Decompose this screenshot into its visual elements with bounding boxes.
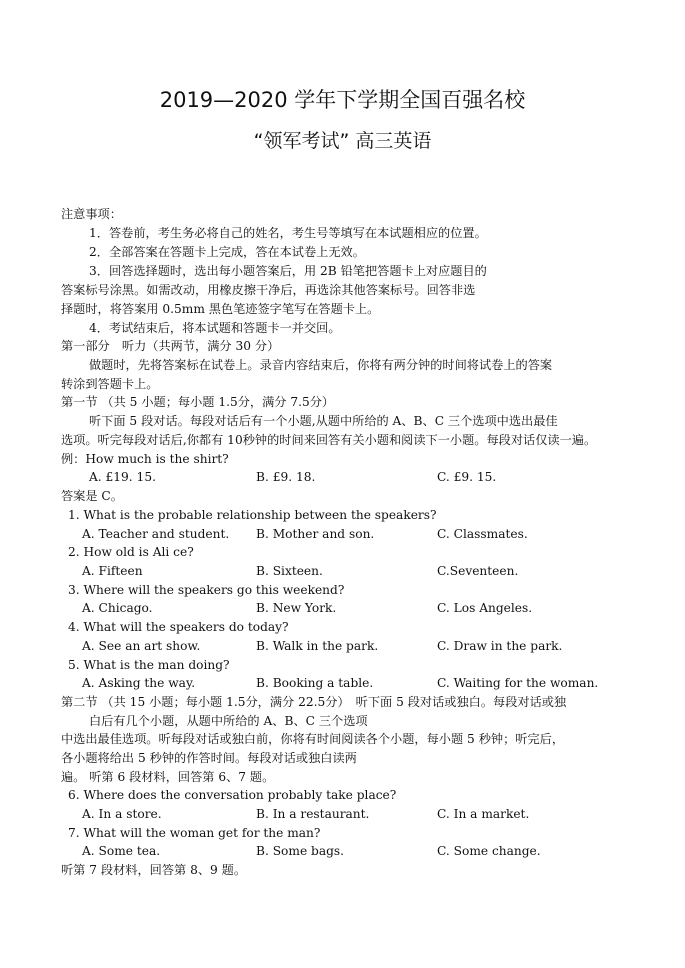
section1-intro-line-1: 听下面 5 段对话。每段对话后有一个小题,从题中所给的 A、B、C 三个选项中选出最佳 <box>89 414 558 428</box>
section2-heading-line-3: 中选出最佳选项。听每段对话或独白前，你将有时间阅读各个小题，每小题 5 秒钟；听完后， <box>61 732 565 746</box>
question-6: 6. Where does the conversation probably take place? <box>68 788 397 802</box>
section2-heading-line-2: 白后有几个小题，从题中所给的 A、B、C 三个选项 <box>89 714 368 728</box>
question-3-option-b: B. New York. <box>256 601 337 615</box>
question-6-option-c: C. In a market. <box>437 807 530 821</box>
question-4-option-b: B. Walk in the park. <box>256 639 379 653</box>
question-6-option-b: B. In a restaurant. <box>256 807 370 821</box>
example-option-c: C. £9. 15. <box>437 470 497 484</box>
section1-intro-line-2: 选项。听完每段对话后,你都有 10秒钟的时间来回答有关小题和阅读下一小题。每段对话仅读一遍。 <box>61 433 597 447</box>
section2-heading-line-1: 第二节 （共 15 小题；每小题 1.5分，满分 22.5分） 听下面 5 段对话或独白。每段对话或独 <box>61 695 567 709</box>
question-7: 7. What will the woman get for the man? <box>68 826 321 840</box>
notice-heading: 注意事项： <box>61 207 122 221</box>
question-1-option-b: B. Mother and son. <box>256 527 375 541</box>
question-5: 5. What is the man doing? <box>68 658 230 672</box>
section2-heading-line-5: 遍。 听第 6 段材料，回答第 6、7 题。 <box>61 770 275 784</box>
notice-item-3-line-1: 3．回答选择题时，选出每小题答案后，用 2B 铅笔把答题卡上对应题目的 <box>89 264 487 278</box>
example-question: 例：How much is the shirt? <box>61 452 229 466</box>
question-1-option-c: C. Classmates. <box>437 527 528 541</box>
exam-subtitle: “领军考试” 高三英语 <box>253 130 432 152</box>
question-1-option-a: A. Teacher and student. <box>82 527 230 541</box>
question-6-option-a: A. In a store. <box>82 807 162 821</box>
question-2-option-a: A. Fifteen <box>82 564 143 578</box>
notice-item-4: 4．考试结束后，将本试题和答题卡一并交回。 <box>89 321 341 335</box>
notice-item-2: 2．全部答案在答题卡上完成，答在本试卷上无效。 <box>89 245 365 259</box>
question-1: 1. What is the probable relationship between the speakers? <box>68 508 437 522</box>
example-answer: 答案是 C。 <box>61 489 123 503</box>
question-5-option-b: B. Booking a table. <box>256 676 374 690</box>
notice-item-3-line-2: 答案标号涂黑。如需改动，用橡皮擦干净后，再选涂其他答案标号。回答非选 <box>61 283 476 297</box>
question-7-option-b: B. Some bags. <box>256 844 345 858</box>
question-2-option-b: B. Sixteen. <box>256 564 323 578</box>
notice-item-3-line-3: 择题时，将答案用 0.5mm 黑色笔迹签字笔写在答题卡上。 <box>61 302 380 316</box>
question-4-option-a: A. See an art show. <box>82 639 201 653</box>
footer-instruction: 听第 7 段材料，回答第 8、9 题。 <box>61 863 247 877</box>
question-3-option-c: C. Los Angeles. <box>437 601 533 615</box>
section1-heading: 第一节 （共 5 小题；每小题 1.5分，满分 7.5分） <box>61 395 335 409</box>
question-3: 3. Where will the speakers go this weekend? <box>68 583 345 597</box>
part1-heading: 第一部分 听力（共两节，满分 30 分） <box>61 339 280 353</box>
question-4-option-c: C. Draw in the park. <box>437 639 563 653</box>
question-7-option-c: C. Some change. <box>437 844 541 858</box>
question-2: 2. How old is Ali ce? <box>68 545 194 559</box>
question-7-option-a: A. Some tea. <box>82 844 161 858</box>
notice-item-1: 1．答卷前，考生务必将自己的姓名，考生号等填写在本试题相应的位置。 <box>89 226 487 240</box>
example-option-b: B. £9. 18. <box>256 470 316 484</box>
section2-heading-line-4: 各小题将给出 5 秒钟的作答时间。每段对话或独白读两 <box>61 751 357 765</box>
example-option-a: A. £19. 15. <box>89 470 156 484</box>
exam-title: 2019—2020 学年下学期全国百强名校 <box>159 88 526 112</box>
part1-intro-line-1: 做题时，先将答案标在试卷上。录音内容结束后，你将有两分钟的时间将试卷上的答案 <box>89 358 553 372</box>
question-5-option-a: A. Asking the way. <box>82 676 196 690</box>
question-3-option-a: A. Chicago. <box>82 601 153 615</box>
part1-intro-line-2: 转涂到答题卡上。 <box>61 377 159 391</box>
question-2-option-c: C.Seventeen. <box>437 564 519 578</box>
question-5-option-c: C. Waiting for the woman. <box>437 676 599 690</box>
question-4: 4. What will the speakers do today? <box>68 620 289 634</box>
